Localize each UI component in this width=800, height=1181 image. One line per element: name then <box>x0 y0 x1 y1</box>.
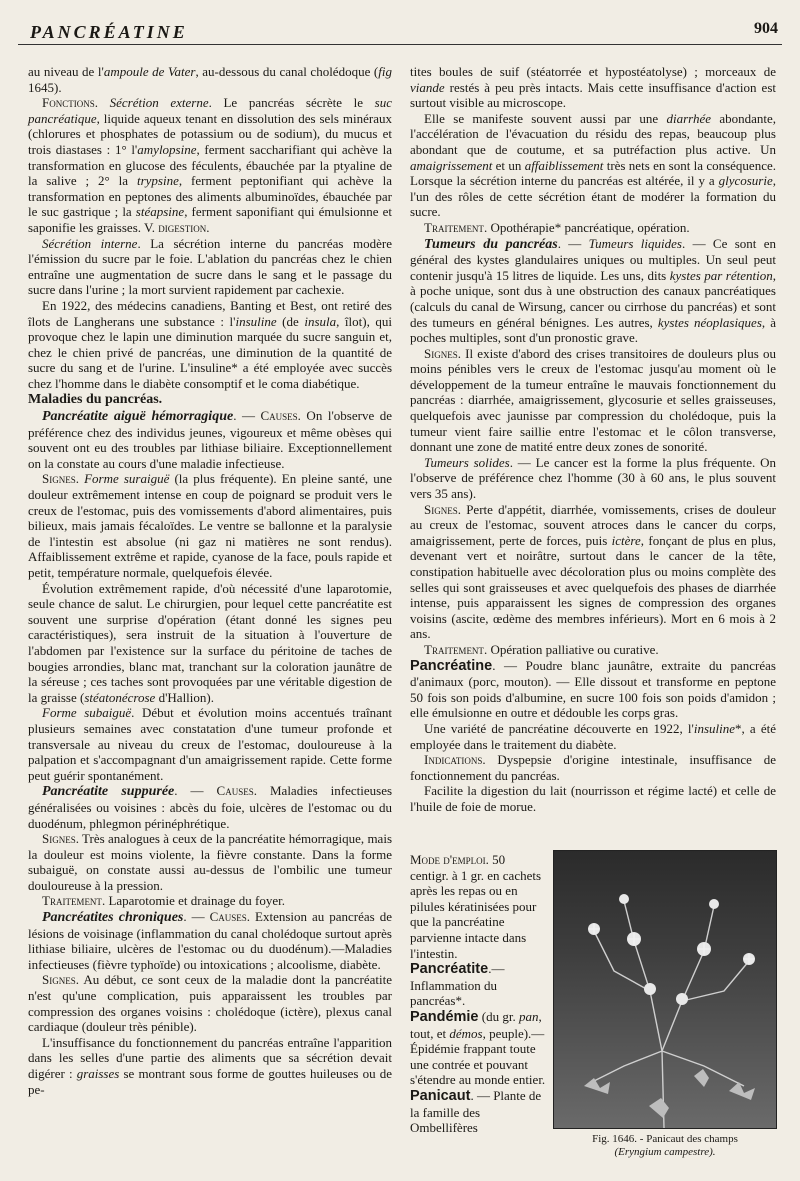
header-rule <box>18 44 782 45</box>
figure-caption <box>553 1133 777 1159</box>
paragraph: Pancréatite suppurée. — Causes. Maladies infectieuses généralisées ou voisines : abcès du foie, ulcères de l'estomac ou du duodénum, phlegmon périnéphrétique. <box>28 783 393 831</box>
paragraph: Pancréatite.— Inflammation du pancréas*. <box>410 961 505 1009</box>
paragraph: Signes. Il existe d'abord des crises transitoires de douleurs plus ou moins pénibles vers le creux de l'estomac jusqu'au moment où le développement de la tumeur entraîne le mauvais fonctionnement du pancréas : diarrhée, amaigrissement, glycosurie et selles graisseuses, quelquefois avec jaunisse par compression du cholédoque, puis la tumeur vient faire saillie entre l'estomac et le côlon transverse, donnant une zone de matité entre deux zones de sonorité. <box>410 345 776 455</box>
paragraph: Forme subaiguë. Début et évolution moins accentués traînant plusieurs semaines avec constatation d'une tumeur profonde et transversale au niveau du creux de l'estomac, douloureuse à la palpation et s'accompagnant d'un amaigrissement rapide. Cette forme peut guérir spontanément. <box>28 705 392 783</box>
paragraph: Traitement. Opothérapie* pancréatique, opération. <box>424 219 690 235</box>
figure <box>553 850 777 1159</box>
figure-caption-title: Fig. 1646. - Panicaut des champs <box>592 1133 738 1145</box>
paragraph: Signes. Perte d'appétit, diarrhée, vomissements, crises de douleur au creux de l'estomac, souvent atroces dans le cancer du corps, amaigrissement, perte de forces, puis ictère, fonçant de plus en plus, devenant vert et noirâtre, surtout dans le cancer de la tête, constipation habituelle avec décoloration plus ou moins complète des selles qui sont graisseuses et avec quelquefois des phases de diarrhée intense, puis apparaissent les signes de compression des organes voisins (ascite, œdème des membres inférieurs). Mort en 6 mois à 2 ans. <box>410 501 776 642</box>
left-column <box>28 64 392 1097</box>
paragraph: Pancréatites chroniques. — Causes. Extension au pancréas de lésions de voisinage (inflammation du canal cholédoque surtout après lithiase biliaire, ulcères de l'estomac ou du duodénum).—Maladies infectieuses (fièvre typhoïde) ou intoxications ; alcoolisme, diabète. <box>28 909 392 972</box>
paragraph: Pancréatine. — Poudre blanc jaunâtre, extraite du pancréas d'animaux (porc, mouton). — Elle dissout et transforme en peptone 50 fois son poids d'albumine, en sucre 100 fois son poids d'amidon ; elle émulsionne en outre et dédouble les corps gras. <box>410 657 776 721</box>
paragraph: Tumeurs solides. — Le cancer est la forme la plus fréquente. On l'observe de préférence chez l'homme (30 à 60 ans, le plus souvent vers 35 ans). <box>410 454 776 502</box>
paragraph: Tumeurs du pancréas. — Tumeurs liquides. — Ce sont en général des kystes glandulaires uniques ou multiples. Un seul peut contenir jusqu'à 15 litres de liquide. Les uns, dits kystes par rétention, à poche unique, sont dus à une obstruction des canaux pancréatiques (calculs du canal de Wirsung, cancer ou cirrhose du pancréas) et sont des tumeurs en général bénignes. Les autres, kystes néoplasiques, à poches multiples, sont d'un pronostic grave. <box>410 235 776 346</box>
narrow-column <box>410 852 546 1136</box>
right-column <box>410 64 776 815</box>
paragraph: Maladies du pancréas. <box>28 392 163 408</box>
paragraph: Traitement. Opération palliative ou curative. <box>424 641 659 657</box>
paragraph: Évolution extrêmement rapide, d'où nécessité d'une laparotomie, seule chance de salut. Le chirurgien, pour lequel cette pancréatite est souvent une surprise d'opération (étant donné les signes peu caractéristiques), sera instruit de la situation à l'ouverture de l'abdomen par l'existence sur la surface du péritoine de taches de bougies arrondies, blanc mat, tranchant sur la coloration jaunâtre de la séreuse ; ces taches sont provoquées par une véritable digestion de la graisse (stéatonécrose d'Hallion). <box>28 580 392 705</box>
paragraph: Signes. Au début, ce sont ceux de la maladie dont la pancréatite n'est qu'une complication, puis apparaissent les troubles par compression des organes voisins : cholédoque (ictère), plexus canal cardiaque (douleur très pénible). <box>28 972 392 1035</box>
paragraph: Panicaut. — Plante de la famille des Ombellifères <box>410 1087 542 1136</box>
paragraph: au niveau de l'ampoule de Vater, au-dessous du canal cholédoque (fig 1645). <box>28 64 392 95</box>
thistle-plant-illustration <box>554 851 776 1128</box>
page-number: 904 <box>754 20 778 37</box>
paragraph: Traitement. Laparotomie et drainage du foyer. <box>42 893 285 909</box>
paragraph: Indications. Dyspepsie d'origine intestinale, insuffisance de fonctionnement du pancréas. <box>410 752 776 783</box>
paragraph: Mode d'emploi. 50 centigr. à 1 gr. en cachets après les repas ou en pilules kératinisées pour que la pancréatine parvienne intacte dans l'intestin. <box>410 852 542 961</box>
paragraph: Pandémie (du gr. pan, tout, et démos, peuple).—Épidémie frappant toute une contrée et pouvant s'étendre au monde entier. <box>410 1008 546 1088</box>
paragraph: Facilite la digestion du lait (nourrisson et régime lacté) et celle de l'huile de foie de morue. <box>410 783 776 814</box>
paragraph: En 1922, des médecins canadiens, Banting et Best, ont retiré des îlots de Langherans une substance : l'insuline (de insula, îlot), qui provoque chez le lapin une diminution marquée du sucre sanguin et, chez le chien privé de pancréas, une diminution de la quantité de sucre du sang et de l'urine. L'insuline* a été employée avec succès chez l'homme dans le diabète consomptif et le coma diabétique. <box>28 297 392 391</box>
running-head: PANCRÉATINE <box>30 22 188 42</box>
eryngium-photo <box>553 850 777 1129</box>
paragraph: Elle se manifeste souvent aussi par une diarrhée abondante, l'accélération de l'évacuation du résidu des repas, beaucoup plus abondant que de coutume, et sa putréfaction plus active. Un amaigrissement et un affaiblissement très nets en sont la conséquence. Lorsque la sécrétion interne du pancréas est altérée, il y a glycosurie, l'un des rôles de cette sécrétion étant de modérer la formation du sucre. <box>410 110 777 220</box>
paragraph: L'insuffisance du fonctionnement du pancréas entraîne l'apparition dans les selles d'une partie des aliments que sa sécrétion devait digérer : graisses se montrant sous forme de gouttes huileuses ou de pe- <box>28 1034 392 1097</box>
figure-caption-latin: (Eryngium campestre). <box>614 1146 716 1158</box>
paragraph: Pancréatite aiguë hémorragique. — Causes. On l'observe de préférence chez des individus jeunes, vigoureux et même obèses qui souvent ont eu des troubles par lithiase biliaire. Exceptionnellement on la constate au cours d'une maladie infectieuse. <box>28 408 393 471</box>
paragraph: Fonctions. Sécrétion externe. Le pancréas sécrète le suc pancréatique, liquide aqueux tenant en dissolution des sels minéraux (chlorures et phosphates de potassium ou de sodium), du mucus et trois diastases : 1° l'amylopsine, ferment saccharifiant qui achève la transformation en glucose des féculents, ébauchée par la ptyaline de la salive ; 2° la trypsine, ferment peptonifiant qui achève la transformation en peptones des aliments albuminoïdes, ébauchée par le suc gastrique ; la stéapsine, ferment saponifiant qui émulsionne et saponifie les graisses. V. digestion. <box>28 95 393 235</box>
paragraph: Signes. Très analogues à ceux de la pancréatite hémorragique, mais la douleur est moins violente, la fièvre constante. Dans la forme subaiguë, on constate aussi au-dessus de l'ombilic une tumeur douloureuse à la pression. <box>28 831 392 893</box>
paragraph: Sécrétion interne. La sécrétion interne du pancréas modère l'émission du sucre par le foie. L'ablation du pancréas chez le chien entraîne une augmentation de sucre dans le sang et le passage du sucre dans l'urine ; la mort survient rapidement par cachexie. <box>28 235 392 298</box>
paragraph: tites boules de suif (stéatorrée et hypostéatolyse) ; morceaux de viande restés à peu près intacts. Mais cette insuffisance d'action est surtout visible au microscope. <box>410 64 776 111</box>
paragraph: Signes. Forme suraiguë (la plus fréquente). En pleine santé, une douleur extrêmement intense en coup de poignard se produit vers le creux de l'estomac, puis des vomissements d'abord alimentaires, puis bilieux, mais jamais fécaloïdes. Le ventre se ballonne et la paralysie de l'intestin est absolue (ni gaz ni matières ne sont rendus). Affaiblissement extrême et rapide, cyanose de la face, pouls rapide et petit, température normale, quelquefois élevée. <box>28 471 393 580</box>
paragraph: Une variété de pancréatine découverte en 1922, l'insuline*, a été employée dans le traitement du diabète. <box>410 720 776 752</box>
